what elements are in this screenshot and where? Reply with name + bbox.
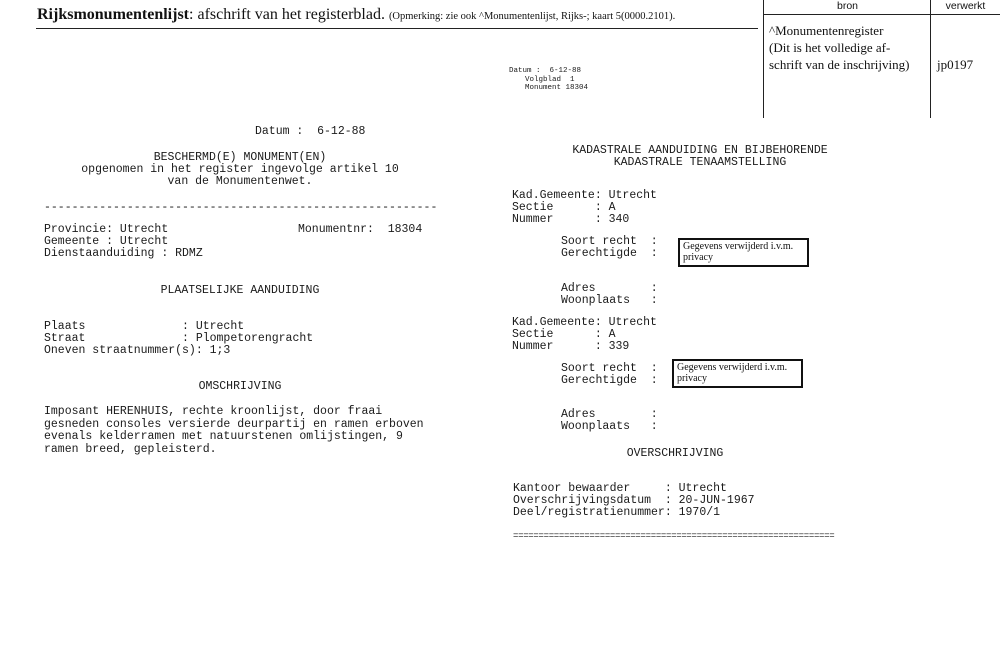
source-line: ^Monumentenregister <box>769 23 884 38</box>
parcel-2-soort: Soort recht : <box>561 362 658 375</box>
source-reference <box>769 22 929 73</box>
plaats-line: Plaats : Utrecht <box>44 320 245 333</box>
wet-line: van de Monumentenwet. <box>167 175 313 188</box>
straat-line: Straat : Plompetorengracht <box>44 332 314 345</box>
source-line: (Dit is het volledige af- <box>769 40 891 55</box>
parcel-1-gemeente: Kad.Gemeente: Utrecht <box>512 189 657 202</box>
parcel-2-woonplaats: Woonplaats : <box>561 420 658 433</box>
kantoor-line: Kantoor bewaarder : Utrecht <box>513 482 727 495</box>
sheet-volgblad: Volgblad 1 <box>525 75 575 84</box>
sheet-datum: Datum : 6-12-88 <box>509 67 582 75</box>
description-line: Imposant HERENHUIS, rechte kroonlijst, door fraai <box>44 405 383 418</box>
title-bold: Rijksmonumentenlijst <box>37 6 190 23</box>
privacy-line: privacy <box>677 373 707 384</box>
parcel-2-gerechtigde: Gerechtigde : <box>561 374 658 387</box>
equals-separator: =============================================================== <box>513 531 835 541</box>
side-panel-divider <box>930 0 931 118</box>
privacy-line: Gegevens verwijderd i.v.m. <box>683 241 794 252</box>
parcel-2-nummer: Nummer : 339 <box>512 340 630 353</box>
privacy-line: Gegevens verwijderd i.v.m. <box>677 362 788 373</box>
opgenomen-line: opgenomen in het register ingevolge artikel 10 <box>81 163 399 176</box>
privacy-line: privacy <box>683 252 713 263</box>
dienst-line: Dienstaanduiding : RDMZ <box>44 247 203 260</box>
overschrijvingsdatum-line: Overschrijvingsdatum : 20-JUN-1967 <box>513 494 755 507</box>
left-datum: Datum : 6-12-88 <box>255 125 366 138</box>
parcel-2-gemeente: Kad.Gemeente: Utrecht <box>512 316 657 329</box>
side-panel-left-border <box>763 0 764 118</box>
sheet-monument: Monument 18304 <box>525 84 589 92</box>
parcel-1-woonplaats: Woonplaats : <box>561 294 658 307</box>
verwerkt-label: verwerkt <box>945 0 986 12</box>
parcel-2-privacy-box <box>672 359 803 388</box>
source-line: schrift van de inschrijving) <box>769 57 910 72</box>
parcel-1-gerechtigde: Gerechtigde : <box>561 247 658 260</box>
omschrijving-heading: OMSCHRIJVING <box>198 380 282 393</box>
title-note: (Opmerking: zie ook ^Monumentenlijst, Rijks-; kaart 5(0000.2101). <box>388 11 676 22</box>
kad-heading-2: KADASTRALE TENAAMSTELLING <box>613 156 787 169</box>
deel-line: Deel/registratienummer: 1970/1 <box>513 506 721 519</box>
bron-label: bron <box>836 0 858 12</box>
parcel-2-adres: Adres : <box>561 408 658 421</box>
side-panel-header-rule <box>763 14 1000 15</box>
beschermd-heading: BESCHERMD(E) MONUMENT(EN) <box>153 151 327 164</box>
dashed-separator: --------------------------------------------------------- <box>44 201 438 214</box>
plaatselijke-heading: PLAATSELIJKE AANDUIDING <box>160 284 320 297</box>
description-line: ramen breed, gepleisterd. <box>44 442 217 456</box>
description <box>44 406 424 456</box>
description-line: gesneden consoles versierde deurpartij en ramen erboven <box>44 417 424 431</box>
parcel-1-adres: Adres : <box>561 282 658 295</box>
kad-heading-1: KADASTRALE AANDUIDING EN BIJBEHORENDE <box>572 144 828 157</box>
parcel-1-nummer: Nummer : 340 <box>512 213 630 226</box>
parcel-1-soort: Soort recht : <box>561 235 658 248</box>
document-title <box>37 6 675 24</box>
processed-code: jp0197 <box>937 57 974 72</box>
description-line: evenals kelderramen met natuurstenen omlijstingen, 9 <box>44 430 403 444</box>
parcel-1-privacy-box <box>678 238 809 267</box>
title-rest: : afschrift van het registerblad. <box>189 6 385 23</box>
oneven-line: Oneven straatnummer(s): 1;3 <box>44 344 231 357</box>
sheet-header-block <box>509 67 588 93</box>
monumentnr-line: Monumentnr: 18304 <box>298 223 423 236</box>
parcel-2-sectie: Sectie : A <box>512 328 616 341</box>
gemeente-line: Gemeente : Utrecht <box>44 235 169 248</box>
overschrijving-heading: OVERSCHRIJVING <box>626 447 724 460</box>
header-rule <box>36 28 758 29</box>
provincie-line: Provincie: Utrecht <box>44 223 169 236</box>
parcel-1-sectie: Sectie : A <box>512 201 616 214</box>
